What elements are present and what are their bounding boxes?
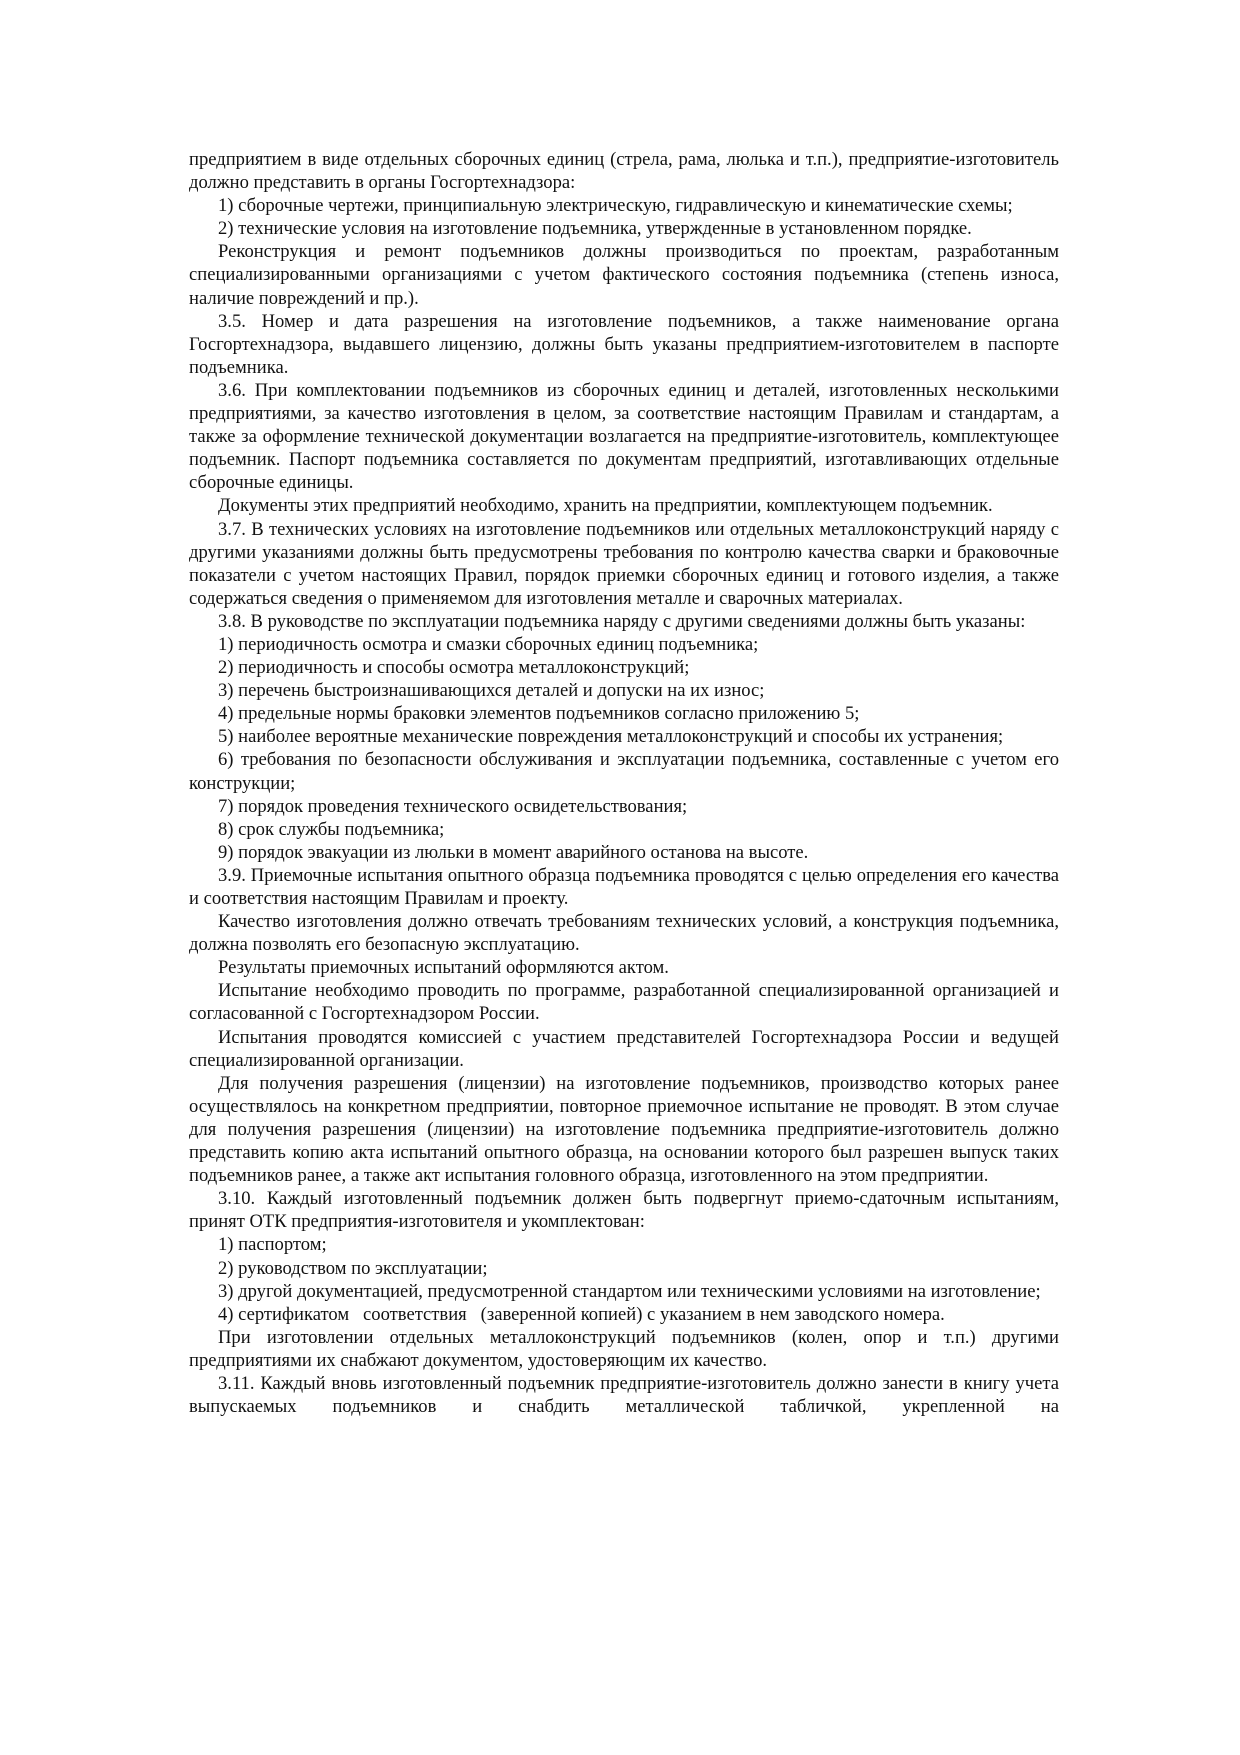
section-3-5: 3.5. Номер и дата разрешения на изготовление подъемников, а также наименование органа Госгортехнадзора, выдавшего лицензию, должны быть указаны предприятием-изготовителем в паспорте подъемника. <box>189 310 1059 378</box>
paragraph: Для получения разрешения (лицензии) на изготовление подъемников, производство которых ранее осуществлялось на конкретном предприятии, повторное приемочное испытание не проводят. В этом случае для получения разрешения (лицензии) на изготовление подъемника предприятие-изготовитель должно представить копию акта испытаний опытного образца, на основании которого был разрешен выпуск таких подъемников ранее, а также акт испытания головного образца, изготовленного на этом предприятии. <box>189 1072 1059 1187</box>
list-item: 4) сертификатом соответствия (заверенной копией) с указанием в нем заводского номера. <box>218 1303 945 1325</box>
paragraph: Реконструкция и ремонт подъемников должны производиться по проектам, разработанным специализированными организациями с учетом фактического состояния подъемника (степень износа, наличие повреждений и пр.). <box>189 241 1059 309</box>
paragraph: Результаты приемочных испытаний оформляются актом. <box>218 957 669 979</box>
list-item: 3) перечень быстроизнашивающихся деталей и допуски на их износ; <box>218 680 765 702</box>
list-item: 4) предельные нормы браковки элементов подъемников согласно приложению 5; <box>218 703 860 725</box>
section-3-11: 3.11. Каждый вновь изготовленный подъемник предприятие-изготовитель должно занести в книгу учета выпускаемых подъемников и снабдить металлической табличкой, укрепленной на <box>189 1372 1059 1418</box>
list-item: 7) порядок проведения технического освидетельствования; <box>218 795 688 817</box>
list-item: 5) наиболее вероятные механические повреждения металлоконструкций и способы их устранения; <box>218 726 1004 748</box>
section-3-10: 3.10. Каждый изготовленный подъемник должен быть подвергнут приемо-сдаточным испытаниям, принят ОТК предприятия-изготовителя и укомплектован: <box>189 1188 1059 1233</box>
document-page <box>189 148 1059 1418</box>
paragraph: При изготовлении отдельных металлоконструкций подъемников (колен, опор и т.п.) другими предприятиями их снабжают документом, удостоверяющим их качество. <box>189 1326 1059 1371</box>
section-3-6: 3.6. При комплектовании подъемников из сборочных единиц и деталей, изготовленных несколькими предприятиями, за качество изготовления в целом, за соответствие настоящим Правилам и стандартам, а также за оформление технической документации возлагается на предприятие-изготовитель, комплектующее подъемник. Паспорт подъемника составляется по документам предприятий, изготавливающих отдельные сборочные единицы. <box>189 379 1059 494</box>
list-item: 1) периодичность осмотра и смазки сборочных единиц подъемника; <box>218 633 759 655</box>
paragraph: Качество изготовления должно отвечать требованиям технических условий, а конструкция подъемника, должна позволять его безопасную эксплуатацию. <box>189 911 1059 956</box>
paragraph: Испытания проводятся комиссией с участием представителей Госгортехнадзора России и ведущей специализированной организации. <box>189 1026 1059 1071</box>
paragraph-continuation: предприятием в виде отдельных сборочных единиц (стрела, рама, люлька и т.п.), предприятие-изготовитель должно представить в органы Госгортехнадзора: <box>189 149 1059 194</box>
section-3-8: 3.8. В руководстве по эксплуатации подъемника наряду с другими сведениями должны быть указаны: <box>218 610 1026 632</box>
list-item: 8) срок службы подъемника; <box>218 818 445 840</box>
list-item: 2) руководством по эксплуатации; <box>218 1257 488 1279</box>
list-item: 2) периодичность и способы осмотра металлоконструкций; <box>218 657 690 679</box>
list-item: 2) технические условия на изготовление подъемника, утвержденные в установленном порядке. <box>218 218 972 240</box>
list-item: 1) сборочные чертежи, принципиальную электрическую, гидравлическую и кинематические схемы; <box>218 195 1013 217</box>
paragraph: Документы этих предприятий необходимо, хранить на предприятии, комплектующем подъемник. <box>218 495 993 517</box>
paragraph: Испытание необходимо проводить по программе, разработанной специализированной организацией и согласованной с Госгортехнадзором России. <box>189 980 1059 1025</box>
list-item: 9) порядок эвакуации из люльки в момент аварийного останова на высоте. <box>218 841 809 863</box>
list-item: 6) требования по безопасности обслуживания и эксплуатации подъемника, составленные с учетом его конструкции; <box>189 749 1059 794</box>
section-3-9: 3.9. Приемочные испытания опытного образца подъемника проводятся с целью определения его качества и соответствия настоящим Правилам и проекту. <box>189 864 1059 909</box>
list-item: 1) паспортом; <box>218 1234 327 1256</box>
list-item: 3) другой документацией, предусмотренной стандартом или техническими условиями на изготовление; <box>218 1280 1041 1302</box>
section-3-7: 3.7. В технических условиях на изготовление подъемников или отдельных металлоконструкций наряду с другими указаниями должны быть предусмотрены требования по контролю качества сварки и браковочные показатели с учетом настоящих Правил, порядок приемки сборочных единиц и готового изделия, а также содержаться сведения о применяемом для изготовления металле и сварочных материалах. <box>189 518 1059 609</box>
